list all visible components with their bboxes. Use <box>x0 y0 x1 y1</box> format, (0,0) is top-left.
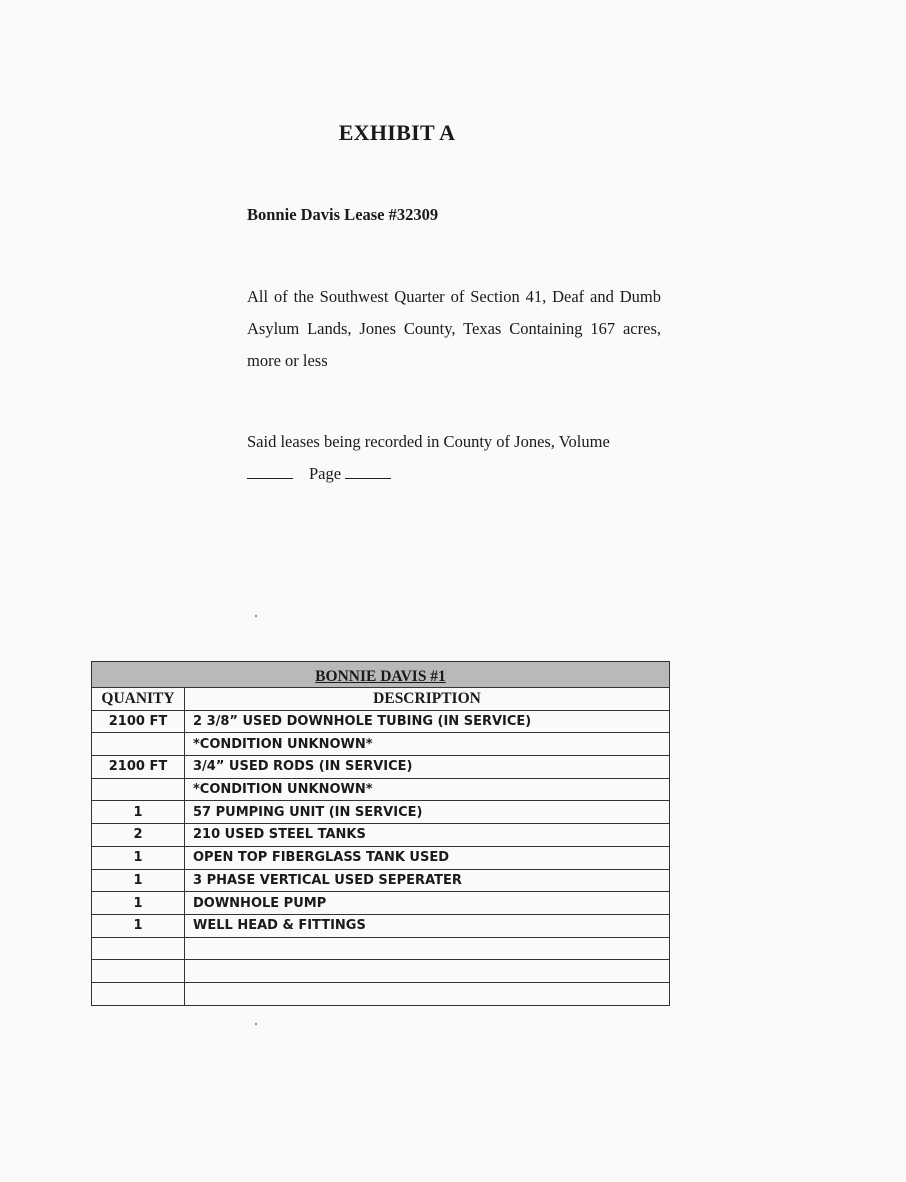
table-row <box>92 892 670 915</box>
quantity-column-header: QUANITY <box>92 688 185 711</box>
table-row <box>92 801 670 824</box>
quantity-cell: 2100 FT <box>92 756 185 779</box>
table-row <box>92 982 670 1005</box>
description-cell <box>185 937 670 960</box>
description-cell <box>185 982 670 1005</box>
table-row <box>92 710 670 733</box>
table-row <box>92 960 670 983</box>
recording-statement <box>247 426 661 490</box>
table-row <box>92 778 670 801</box>
description-cell: *CONDITION UNKNOWN* <box>185 778 670 801</box>
description-cell: 57 PUMPING UNIT (IN SERVICE) <box>185 801 670 824</box>
description-cell: WELL HEAD & FITTINGS <box>185 914 670 937</box>
recording-text: Said leases being recorded in County of Jones, Volume <box>247 432 610 451</box>
quantity-cell: 1 <box>92 801 185 824</box>
quantity-cell <box>92 937 185 960</box>
scan-speck <box>255 615 257 617</box>
description-column-header: DESCRIPTION <box>185 688 670 711</box>
equipment-table <box>91 661 670 1006</box>
quantity-cell <box>92 982 185 1005</box>
lease-heading: Bonnie Davis Lease #32309 <box>247 205 439 224</box>
page-label: Page <box>309 464 342 483</box>
description-cell: OPEN TOP FIBERGLASS TANK USED <box>185 846 670 869</box>
quantity-cell: 1 <box>92 892 185 915</box>
description-cell: 2 3/8” USED DOWNHOLE TUBING (IN SERVICE) <box>185 710 670 733</box>
quantity-cell <box>92 960 185 983</box>
table-row <box>92 937 670 960</box>
table-row <box>92 914 670 937</box>
page-blank <box>345 464 391 479</box>
description-cell: 210 USED STEEL TANKS <box>185 824 670 847</box>
quantity-cell <box>92 778 185 801</box>
quantity-cell: 1 <box>92 869 185 892</box>
quantity-cell: 2 <box>92 824 185 847</box>
description-cell: 3 PHASE VERTICAL USED SEPERATER <box>185 869 670 892</box>
table-row <box>92 824 670 847</box>
description-cell <box>185 960 670 983</box>
table-row <box>92 756 670 779</box>
scan-speck <box>255 1023 257 1025</box>
quantity-cell: 1 <box>92 846 185 869</box>
quantity-cell: 2100 FT <box>92 710 185 733</box>
quantity-cell <box>92 733 185 756</box>
quantity-cell: 1 <box>92 914 185 937</box>
exhibit-title: EXHIBIT A <box>338 120 456 145</box>
description-cell: DOWNHOLE PUMP <box>185 892 670 915</box>
volume-blank <box>247 464 293 479</box>
table-row <box>92 733 670 756</box>
table-row <box>92 846 670 869</box>
description-cell: 3/4” USED RODS (IN SERVICE) <box>185 756 670 779</box>
table-row <box>92 869 670 892</box>
table-banner: BONNIE DAVIS #1 <box>92 662 670 688</box>
description-cell: *CONDITION UNKNOWN* <box>185 733 670 756</box>
legal-description: All of the Southwest Quarter of Section 41, Deaf and Dumb Asylum Lands, Jones County, Texas Containing 167 acres, more or less <box>247 287 661 370</box>
